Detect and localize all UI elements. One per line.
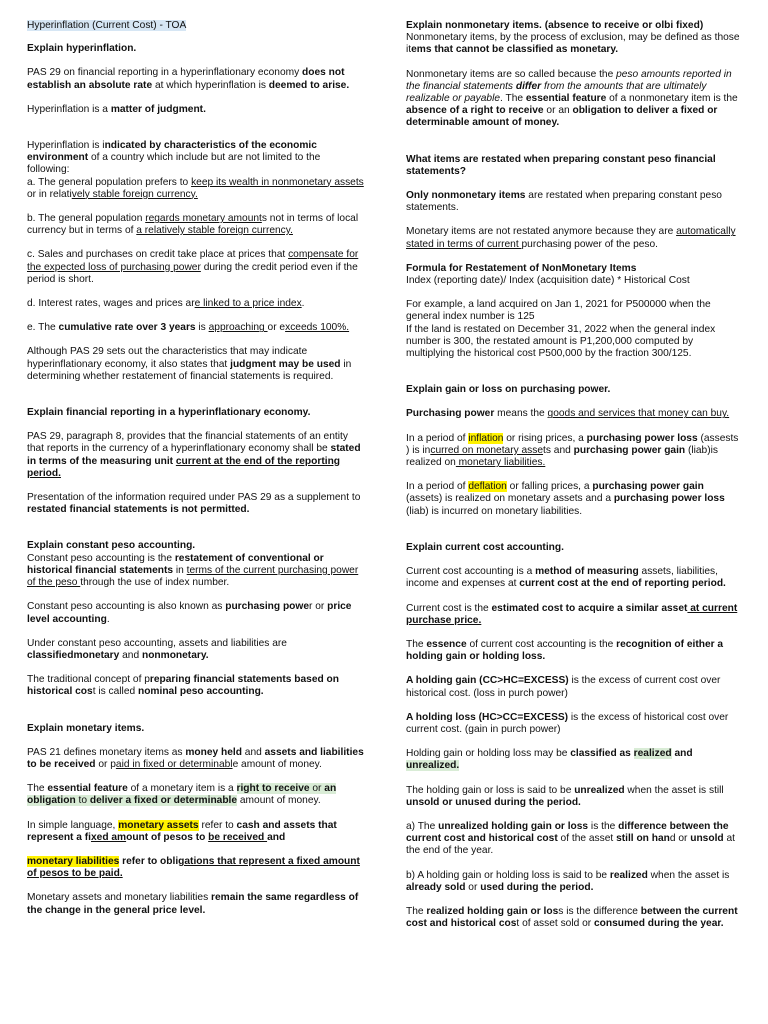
heading-constant-peso: Explain constant peso accounting. [27,540,196,552]
paragraph-traditional: The traditional concept of preparing financial statements based on historical cost is called nominal peso accounting. [27,674,339,698]
section-nonmonetary: Explain nonmonetary items. (absence to receive or olbi fixed) Nonmonetary items, by the process of exclusion, may be defined as those items that cannot be classified as monetary. [406,20,740,56]
right-column [406,20,742,930]
heading-monetary-items: Explain monetary items. [27,722,145,734]
paragraph-pas29-para8: PAS 29, paragraph 8, provides that the financial statements of an entity that reports in the currency of a hyperinflationary economy shall be stated in terms of the measuring unit current at the end of the reporting period. [27,431,361,479]
paragraph-point-a: a) The unrealized holding gain or loss is the difference between the current cost and historical cost of the asset still on hand or unsold at the end of the year. [406,820,735,857]
heading-financial-reporting: Explain financial reporting in a hyperinflationary economy. [27,407,311,419]
paragraph-unrealized: The holding gain or loss is said to be unrealized when the asset is still unsold or unused during the period. [406,784,724,808]
left-column [27,20,365,917]
paragraph-holding-classified: Holding gain or holding loss may be classified as realized and unrealized. [406,748,693,772]
heading-gain-loss-purchasing-power: Explain gain or loss on purchasing power. [406,384,611,396]
paragraph-inflation: In a period of inflation or rising prices, a purchasing power loss (assests ) is incurred on monetary assets and purchasing power gain (liab)is realized on monetary liabilities. [406,432,739,469]
paragraph-indicators: Hyperinflation is indicated by characteristics of the economic environment of a country which include but are not limited to the following: a. The general population prefers to keep its wealth in nonmonetary assets or in relatively stable foreign currency. [27,140,364,200]
paragraph-nonmonetary-so-called: Nonmonetary items are so called because the peso amounts reported in the financial statements differ from the amounts that are ultimately realizable or payable. The essential feature of a nonmonetary item is the absence of a right to receive or an obligation to deliver a fixed or determinable amount of money. [406,68,738,129]
heading-items-restated: What items are restated when preparing constant peso financial statements? [406,153,716,177]
paragraph-cca-method: Current cost accounting is a method of measuring assets, liabilities, income and expenses at current cost at the end of reporting period. [406,566,726,590]
heading-nonmonetary: Explain nonmonetary items. (absence to receive or olbi fixed) [406,20,704,31]
paragraph-realized-difference: The realized holding gain or loss is the difference between the current cost and historical cost of asset sold or consumed during the year. [406,905,738,930]
paragraph-deflation: In a period of deflation or falling prices, a purchasing power gain (assets) is realized on monetary assets and a purchasing power loss (liab) is incurred on monetary liabilities. [406,481,725,517]
paragraph-essence: The essence of current cost accounting is the recognition of either a holding gain or holding loss. [406,638,724,663]
paragraph-monetary-not-restated: Monetary items are not restated anymore because they are automatically stated in terms of current purchasing power of the peso. [406,226,736,250]
paragraph-purchasing-power: Purchasing power means the goods and services that money can buy. [406,408,730,420]
document-title: Hyperinflation (Current Cost) - TOA [27,20,187,31]
section-constant-peso: Explain constant peso accounting. Constant peso accounting is the restatement of conventional or historical financial statements in terms of the current purchasing power of the peso through the use of index number. [27,540,359,589]
paragraph-essential-feature: The essential feature of a monetary item is a right to receive or an obligation to deliver a fixed or determinable amount of money. [27,783,337,807]
paragraph-classified: Under constant peso accounting, assets and liabilities are classifiedmonetary and nonmonetary. [27,637,287,661]
paragraph-remain-same: Monetary assets and monetary liabilities remain the same regardless of the change in the general price level. [27,892,359,916]
heading-current-cost-accounting: Explain current cost accounting. [406,541,564,553]
indicator-e: e. The cumulative rate over 3 years is approaching or exceeds 100%. [27,322,350,334]
paragraph-judgment: Hyperinflation is a matter of judgment. [27,103,206,115]
indicator-d: d. Interest rates, wages and prices are linked to a price index. [27,298,305,310]
paragraph-point-b: b) A holding gain or holding loss is said to be realized when the asset is already sold or used during the period. [406,869,730,893]
paragraph-holding-gain: A holding gain (CC>HC=EXCESS) is the excess of current cost over historical cost. (loss in purch power) [406,675,721,699]
indicator-c: c. Sales and purchases on credit take place at prices that compensate for the expected loss of purchasing power during the credit period even if the period is short. [27,249,359,285]
paragraph-although: Although PAS 29 sets out the characteristics that may indicate hyperinflationary economy, it also states that judgment may be used in determining whether restatement of financial statements is required. [27,346,352,382]
paragraph-pas29: PAS 29 on financial reporting in a hyperinflationary economy does not establish an absolute rate at which hyperinflation is deemed to arise. [27,67,350,91]
paragraph-pas21: PAS 21 defines monetary items as money held and assets and liabilities to be received or paid in fixed or determinable amount of money. [27,746,364,770]
paragraph-also-known: Constant peso accounting is also known as purchasing power or price level accounting. [27,601,352,625]
paragraph-monetary-liabilities: monetary liabilities refer to obligations that represent a fixed amount of pesos to be paid. [27,855,360,880]
paragraph-example: For example, a land acquired on Jan 1, 2021 for P500000 when the general index number is 125 If the land is restated on December 31, 2022 when the general index number is 300, the restated amount is P1,200,000 computed by multiplying the historical cost P500,000 by the fraction 300/125. [406,299,716,360]
paragraph-holding-loss: A holding loss (HC>CC=EXCESS) is the excess of historical cost over current cost. (gain in purch power) [406,711,729,735]
heading-explain-hyperinflation: Explain hyperinflation. [27,43,137,55]
formula-text: Index (reporting date)/ Index (acquisition date) * Historical Cost [406,275,690,287]
section-formula [406,263,742,287]
paragraph-simple-language: In simple language, monetary assets refer to cash and assets that represent a fixed amount of pesos to be received and [27,819,337,843]
paragraph-current-cost: Current cost is the estimated cost to acquire a similar asset at current purchase price. [406,602,738,626]
indicator-b: b. The general population regards monetary amounts not in terms of local currency but in terms of a relatively stable foreign currency. [27,213,359,237]
paragraph-only-nonmonetary: Only nonmonetary items are restated when preparing constant peso statements. [406,190,722,214]
paragraph-presentation: Presentation of the information required under PAS 29 as a supplement to restated financial statements is not permitted. [27,492,361,516]
heading-formula: Formula for Restatement of NonMonetary Items [406,262,637,274]
